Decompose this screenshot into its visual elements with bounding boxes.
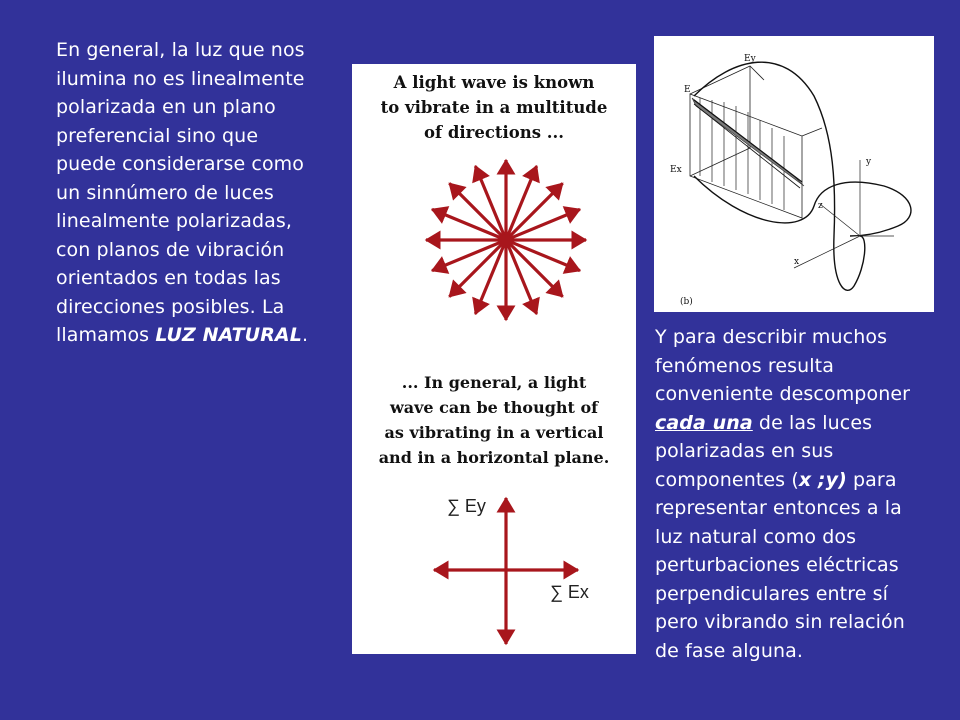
left-line: con planos de vibración xyxy=(56,238,285,261)
right-line: de fase alguna. xyxy=(655,639,803,662)
left-last-prefix: llamamos xyxy=(56,324,156,346)
luz-natural-emphasis: LUZ NATURAL xyxy=(155,324,302,346)
label-ey: Ey xyxy=(744,54,756,64)
orthogonal-arrow-cross xyxy=(434,498,578,644)
ey-label: ∑ Ey xyxy=(447,496,486,516)
right-paragraph xyxy=(655,323,955,665)
star-arrow xyxy=(449,183,506,240)
ex-label: ∑ Ex xyxy=(550,582,589,602)
star-arrow xyxy=(506,183,563,240)
right-line: perpendiculares entre sí xyxy=(655,582,889,605)
left-line: preferencial sino que xyxy=(56,124,259,147)
label-ex: Ex xyxy=(670,165,682,175)
caption-top-line: of directions ... xyxy=(423,123,565,142)
label-x-axis: x xyxy=(794,257,800,267)
caption-top-line: to vibrate in a multitude xyxy=(380,98,608,117)
wave-curve-vertical xyxy=(694,62,865,290)
star-arrow xyxy=(449,240,506,297)
right-line xyxy=(655,409,955,438)
label-y-axis: y xyxy=(866,157,872,167)
caption-mid-line: wave can be thought of xyxy=(389,398,599,417)
left-line: puede considerarse como xyxy=(56,153,305,175)
caption-top-line: A light wave is known xyxy=(393,73,595,92)
wave-figure-panel xyxy=(654,36,934,312)
left-line: polarizada en un plano xyxy=(56,96,276,118)
left-line-last xyxy=(56,321,356,350)
caption-mid-line: and in a horizontal plane. xyxy=(378,448,610,467)
left-last-suffix: . xyxy=(301,324,309,346)
right-line: conveniente descomponer xyxy=(655,383,911,405)
label-z-axis: z xyxy=(818,201,823,211)
star-center xyxy=(500,234,512,246)
left-line: un sinnúmero de luces xyxy=(56,181,274,204)
star-arrow xyxy=(506,240,563,297)
right-line xyxy=(655,466,955,495)
caption-mid-line: ... In general, a light xyxy=(401,373,587,392)
left-line: En general, la luz que nos xyxy=(56,39,305,61)
wave-box-frame xyxy=(690,66,822,218)
left-line: direcciones posibles. La xyxy=(56,295,285,318)
label-panel-b: (b) xyxy=(680,297,693,307)
cada-una-emphasis: cada una xyxy=(655,411,753,434)
polarized-wave-diagram xyxy=(654,36,934,312)
right-line: pero vibrando sin relación xyxy=(655,611,905,633)
right-line: polarizadas en sus xyxy=(655,440,834,462)
polarization-arrows-figure xyxy=(352,64,636,654)
components-suffix: para xyxy=(846,468,897,491)
right-line: perturbaciones eléctricas xyxy=(655,554,899,576)
right-line: fenómenos resulta xyxy=(655,354,834,377)
center-figure-panel xyxy=(352,64,636,654)
label-e: E xyxy=(684,85,691,95)
right-line: luz natural como dos xyxy=(655,525,857,548)
right-line: representar entonces a la xyxy=(655,497,902,519)
right-line-rest: de las luces xyxy=(752,411,873,434)
components-prefix: componentes ( xyxy=(655,468,799,491)
left-line: orientados en todas las xyxy=(56,267,281,289)
caption-middle xyxy=(352,370,636,470)
caption-mid-line: as vibrating in a vertical xyxy=(384,423,604,442)
xy-emphasis: x ;y) xyxy=(798,468,847,491)
left-paragraph xyxy=(56,36,356,350)
left-line: linealmente polarizadas, xyxy=(56,210,292,232)
left-line: ilumina no es linealmente xyxy=(56,67,305,90)
right-line: Y para describir muchos xyxy=(655,326,888,348)
